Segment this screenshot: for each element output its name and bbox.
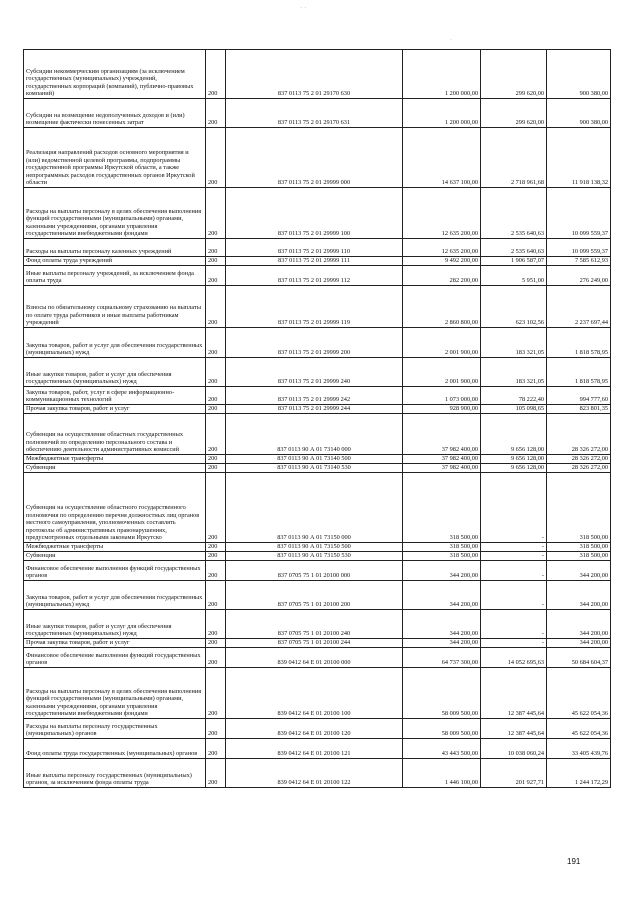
row-code-cell: 200 xyxy=(206,387,226,405)
table-row xyxy=(24,668,611,719)
row-executed-cell: 183 321,05 xyxy=(481,328,547,358)
table-row xyxy=(24,455,611,464)
row-classification-cell: 837 0113 75 2 01 29999 110 xyxy=(226,239,403,257)
row-plan-cell: 14 637 100,00 xyxy=(403,128,481,188)
row-plan-cell: 37 982 400,00 xyxy=(403,455,481,464)
row-name-cell: Прочая закупка товаров, работ и услуг xyxy=(24,639,206,648)
row-plan-cell: 344 200,00 xyxy=(403,639,481,648)
row-name-cell: Иные закупки товаров, работ и услуг для обеспечения государственных (муниципальных) нужд xyxy=(24,358,206,387)
row-classification-cell: 837 0113 90 А 01 73140 500 xyxy=(226,455,403,464)
table-row xyxy=(24,648,611,668)
row-name-cell: Фонд оплаты труда учреждений xyxy=(24,257,206,266)
table-row xyxy=(24,405,611,414)
row-executed-cell: - xyxy=(481,552,547,561)
table-row xyxy=(24,543,611,552)
row-name-cell: Прочая закупка товаров, работ и услуг xyxy=(24,405,206,414)
row-name-cell: Расходы на выплаты персоналу государственных (муниципальных) органов xyxy=(24,719,206,739)
row-executed-cell: 2 718 961,68 xyxy=(481,128,547,188)
row-executed-cell: 14 052 695,63 xyxy=(481,648,547,668)
row-plan-cell: 282 200,00 xyxy=(403,266,481,286)
row-plan-cell: 58 009 500,00 xyxy=(403,668,481,719)
row-executed-cell: 623 102,56 xyxy=(481,286,547,328)
row-name-cell: Закупка товаров, работ и услуг для обеспечения государственных (муниципальных) нужд xyxy=(24,581,206,610)
row-code-cell: 200 xyxy=(206,128,226,188)
row-executed-cell: 12 387 445,64 xyxy=(481,719,547,739)
row-name-cell: Взносы по обязательному социальному страхованию на выплаты по оплате труда работников и иные выплаты работникам учреждений xyxy=(24,286,206,328)
row-plan-cell: 12 635 200,00 xyxy=(403,239,481,257)
row-plan-cell: 2 860 800,00 xyxy=(403,286,481,328)
row-executed-cell: - xyxy=(481,610,547,639)
row-classification-cell: 837 0113 75 2 01 29999 000 xyxy=(226,128,403,188)
row-classification-cell: 839 0412 64 Е 01 20100 122 xyxy=(226,759,403,788)
row-code-cell: 200 xyxy=(206,561,226,581)
row-classification-cell: 837 0113 90 А 01 73150 500 xyxy=(226,543,403,552)
row-executed-cell: - xyxy=(481,639,547,648)
budget-table xyxy=(23,49,611,788)
table-row xyxy=(24,128,611,188)
table-row xyxy=(24,239,611,257)
row-remainder-cell: 7 585 612,93 xyxy=(547,257,611,266)
table-row xyxy=(24,387,611,405)
row-executed-cell: 1 906 587,07 xyxy=(481,257,547,266)
row-classification-cell: 837 0113 90 А 01 73140 530 xyxy=(226,464,403,473)
row-code-cell: 200 xyxy=(206,739,226,759)
row-classification-cell: 839 0412 64 Е 01 20100 100 xyxy=(226,668,403,719)
row-code-cell: 200 xyxy=(206,543,226,552)
row-executed-cell: 10 038 060,24 xyxy=(481,739,547,759)
row-plan-cell: 1 200 000,00 xyxy=(403,99,481,128)
row-remainder-cell: 276 249,00 xyxy=(547,266,611,286)
table-row xyxy=(24,610,611,639)
row-executed-cell: 2 535 640,63 xyxy=(481,239,547,257)
row-plan-cell: 9 492 200,00 xyxy=(403,257,481,266)
row-executed-cell: 9 656 128,00 xyxy=(481,414,547,455)
row-remainder-cell: 318 500,00 xyxy=(547,543,611,552)
row-remainder-cell: 900 380,00 xyxy=(547,50,611,99)
row-executed-cell: - xyxy=(481,543,547,552)
row-name-cell: Иные выплаты персоналу государственных (муниципальных) органов, за исключением фонда оплаты труда xyxy=(24,759,206,788)
row-remainder-cell: 28 326 272,00 xyxy=(547,455,611,464)
table-row xyxy=(24,266,611,286)
row-executed-cell: 183 321,05 xyxy=(481,358,547,387)
row-plan-cell: 928 900,00 xyxy=(403,405,481,414)
row-classification-cell: 837 0113 75 2 01 29999 119 xyxy=(226,286,403,328)
row-classification-cell: 837 0705 75 1 01 20100 244 xyxy=(226,639,403,648)
row-plan-cell: 1 200 000,00 xyxy=(403,50,481,99)
table-row xyxy=(24,99,611,128)
row-name-cell: Расходы на выплаты персоналу в целях обеспечения выполнения функций государственными (муниципальными) органами, казенными учреждениями, органами управления государственными внебюджетными фондами xyxy=(24,668,206,719)
row-remainder-cell: 28 326 272,00 xyxy=(547,414,611,455)
row-classification-cell: 837 0113 75 2 01 29999 242 xyxy=(226,387,403,405)
row-name-cell: Финансовое обеспечение выполнения функций государственных органов xyxy=(24,648,206,668)
row-executed-cell: 12 387 445,64 xyxy=(481,668,547,719)
table-row xyxy=(24,473,611,543)
row-classification-cell: 837 0705 75 1 01 20100 000 xyxy=(226,561,403,581)
row-classification-cell: 839 0412 64 Е 01 20100 120 xyxy=(226,719,403,739)
row-executed-cell: - xyxy=(481,473,547,543)
row-name-cell: Субсидии некоммерческим организациям (за исключением государственных (муниципальных) учреждений, государственных корпораций (компаний), публично-правовых компаний) xyxy=(24,50,206,99)
row-plan-cell: 43 443 500,00 xyxy=(403,739,481,759)
table-row xyxy=(24,759,611,788)
row-name-cell: Закупка товаров, работ, услуг в сфере информационно-коммуникационных технологий xyxy=(24,387,206,405)
row-name-cell: Субвенции xyxy=(24,464,206,473)
scan-artifact: · xyxy=(450,36,453,44)
row-name-cell: Субвенции на осуществление областных государственных полномочий по определению персонального состава и обеспечению деятельности административных комиссий xyxy=(24,414,206,455)
row-classification-cell: 837 0705 75 1 01 20100 200 xyxy=(226,581,403,610)
row-plan-cell: 344 200,00 xyxy=(403,561,481,581)
row-code-cell: 200 xyxy=(206,668,226,719)
row-remainder-cell: 45 622 054,36 xyxy=(547,668,611,719)
row-name-cell: Межбюджетные трансферты xyxy=(24,455,206,464)
row-remainder-cell: 318 500,00 xyxy=(547,552,611,561)
row-code-cell: 200 xyxy=(206,188,226,239)
table-row xyxy=(24,414,611,455)
row-remainder-cell: 11 918 138,32 xyxy=(547,128,611,188)
row-plan-cell: 318 500,00 xyxy=(403,543,481,552)
row-classification-cell: 837 0113 75 2 01 29999 100 xyxy=(226,188,403,239)
row-classification-cell: 837 0113 75 2 01 29999 200 xyxy=(226,328,403,358)
row-code-cell: 200 xyxy=(206,50,226,99)
row-code-cell: 200 xyxy=(206,473,226,543)
row-remainder-cell: 900 380,00 xyxy=(547,99,611,128)
row-remainder-cell: 1 818 578,95 xyxy=(547,358,611,387)
budget-table-body xyxy=(24,50,611,788)
row-plan-cell: 1 446 100,00 xyxy=(403,759,481,788)
row-classification-cell: 839 0412 64 Е 01 20100 121 xyxy=(226,739,403,759)
page-number: 191 xyxy=(567,857,581,866)
row-name-cell: Субвенции xyxy=(24,552,206,561)
row-plan-cell: 344 200,00 xyxy=(403,610,481,639)
row-remainder-cell: 50 684 604,37 xyxy=(547,648,611,668)
row-code-cell: 200 xyxy=(206,99,226,128)
table-row xyxy=(24,188,611,239)
row-executed-cell: 299 620,00 xyxy=(481,99,547,128)
row-classification-cell: 837 0113 75 2 01 29170 631 xyxy=(226,99,403,128)
row-name-cell: Фонд оплаты труда государственных (муниципальных) органов xyxy=(24,739,206,759)
row-remainder-cell: 2 237 697,44 xyxy=(547,286,611,328)
row-code-cell: 200 xyxy=(206,464,226,473)
row-classification-cell: 837 0113 90 А 01 73150 530 xyxy=(226,552,403,561)
table-row xyxy=(24,50,611,99)
table-row xyxy=(24,286,611,328)
row-name-cell: Закупка товаров, работ и услуг для обеспечения государственных (муниципальных) нужд xyxy=(24,328,206,358)
row-code-cell: 200 xyxy=(206,405,226,414)
row-code-cell: 200 xyxy=(206,414,226,455)
table-row xyxy=(24,561,611,581)
row-classification-cell: 837 0113 90 А 01 73150 000 xyxy=(226,473,403,543)
row-name-cell: Расходы на выплаты персоналу казенных учреждений xyxy=(24,239,206,257)
row-code-cell: 200 xyxy=(206,286,226,328)
row-code-cell: 200 xyxy=(206,639,226,648)
row-executed-cell: 299 620,00 xyxy=(481,50,547,99)
row-executed-cell: 5 951,00 xyxy=(481,266,547,286)
row-code-cell: 200 xyxy=(206,455,226,464)
row-remainder-cell: 994 777,60 xyxy=(547,387,611,405)
row-name-cell: Иные закупки товаров, работ и услуг для обеспечения государственных (муниципальных) нужд xyxy=(24,610,206,639)
row-code-cell: 200 xyxy=(206,257,226,266)
row-code-cell: 200 xyxy=(206,648,226,668)
row-code-cell: 200 xyxy=(206,719,226,739)
row-executed-cell: 201 927,71 xyxy=(481,759,547,788)
row-name-cell: Субвенции на осуществление областного государственного полномочия по определению перечня должностных лиц органов местного самоуправления, уполномоченных составлять протоколы об административных правонарушениях, предусмотренных отдельными законами Иркутско xyxy=(24,473,206,543)
row-remainder-cell: 45 622 054,36 xyxy=(547,719,611,739)
row-plan-cell: 318 500,00 xyxy=(403,473,481,543)
table-row xyxy=(24,581,611,610)
row-plan-cell: 37 982 400,00 xyxy=(403,464,481,473)
table-row xyxy=(24,328,611,358)
row-classification-cell: 837 0113 75 2 01 29999 112 xyxy=(226,266,403,286)
row-remainder-cell: 10 099 559,37 xyxy=(547,239,611,257)
table-row xyxy=(24,552,611,561)
row-executed-cell: 2 535 640,63 xyxy=(481,188,547,239)
row-code-cell: 200 xyxy=(206,759,226,788)
row-remainder-cell: 344 200,00 xyxy=(547,610,611,639)
table-row xyxy=(24,739,611,759)
row-name-cell: Субсидии на возмещение недополученных доходов и (или) возмещение фактически понесенных затрат xyxy=(24,99,206,128)
row-executed-cell: 105 098,65 xyxy=(481,405,547,414)
row-name-cell: Финансовое обеспечение выполнения функций государственных органов xyxy=(24,561,206,581)
row-plan-cell: 12 635 200,00 xyxy=(403,188,481,239)
row-remainder-cell: 823 801,35 xyxy=(547,405,611,414)
row-executed-cell: - xyxy=(481,561,547,581)
row-remainder-cell: 1 818 578,95 xyxy=(547,328,611,358)
scan-artifact: · · xyxy=(300,4,307,12)
row-code-cell: 200 xyxy=(206,266,226,286)
row-code-cell: 200 xyxy=(206,328,226,358)
row-executed-cell: 9 656 128,00 xyxy=(481,464,547,473)
row-plan-cell: 344 200,00 xyxy=(403,581,481,610)
row-classification-cell: 837 0113 75 2 01 29170 630 xyxy=(226,50,403,99)
row-code-cell: 200 xyxy=(206,552,226,561)
row-remainder-cell: 344 200,00 xyxy=(547,561,611,581)
row-plan-cell: 64 737 300,00 xyxy=(403,648,481,668)
row-plan-cell: 2 001 900,00 xyxy=(403,358,481,387)
row-plan-cell: 58 009 500,00 xyxy=(403,719,481,739)
table-row xyxy=(24,464,611,473)
row-plan-cell: 318 500,00 xyxy=(403,552,481,561)
row-remainder-cell: 318 500,00 xyxy=(547,473,611,543)
row-classification-cell: 839 0412 64 Е 01 20100 000 xyxy=(226,648,403,668)
row-remainder-cell: 344 200,00 xyxy=(547,581,611,610)
row-plan-cell: 1 073 000,00 xyxy=(403,387,481,405)
table-row xyxy=(24,257,611,266)
row-code-cell: 200 xyxy=(206,581,226,610)
row-executed-cell: 9 656 128,00 xyxy=(481,455,547,464)
row-classification-cell: 837 0113 75 2 01 29999 244 xyxy=(226,405,403,414)
row-classification-cell: 837 0113 75 2 01 29999 240 xyxy=(226,358,403,387)
row-name-cell: Расходы на выплаты персоналу в целях обеспечения выполнения функций государственными (муниципальными) органами, казенными учреждениями, органами управления государственными внебюджетными фондами xyxy=(24,188,206,239)
row-executed-cell: 78 222,40 xyxy=(481,387,547,405)
row-code-cell: 200 xyxy=(206,239,226,257)
row-name-cell: Реализация направлений расходов основного мероприятия и (или) ведомственной целевой программы, подпрограммы государственной программы Иркутской области, а также непрограммных расходов государственных органов Иркутской области xyxy=(24,128,206,188)
row-code-cell: 200 xyxy=(206,358,226,387)
row-remainder-cell: 344 200,00 xyxy=(547,639,611,648)
row-name-cell: Межбюджетные трансферты xyxy=(24,543,206,552)
row-plan-cell: 37 982 400,00 xyxy=(403,414,481,455)
row-classification-cell: 837 0113 75 2 01 29999 111 xyxy=(226,257,403,266)
row-name-cell: Иные выплаты персоналу учреждений, за исключением фонда оплаты труда xyxy=(24,266,206,286)
row-plan-cell: 2 001 900,00 xyxy=(403,328,481,358)
row-remainder-cell: 33 405 439,76 xyxy=(547,739,611,759)
row-remainder-cell: 28 326 272,00 xyxy=(547,464,611,473)
row-remainder-cell: 1 244 172,29 xyxy=(547,759,611,788)
row-code-cell: 200 xyxy=(206,610,226,639)
row-classification-cell: 837 0113 90 А 01 73140 000 xyxy=(226,414,403,455)
row-remainder-cell: 10 099 559,37 xyxy=(547,188,611,239)
row-executed-cell: - xyxy=(481,581,547,610)
table-row xyxy=(24,358,611,387)
table-row xyxy=(24,639,611,648)
table-row xyxy=(24,719,611,739)
row-classification-cell: 837 0705 75 1 01 20100 240 xyxy=(226,610,403,639)
